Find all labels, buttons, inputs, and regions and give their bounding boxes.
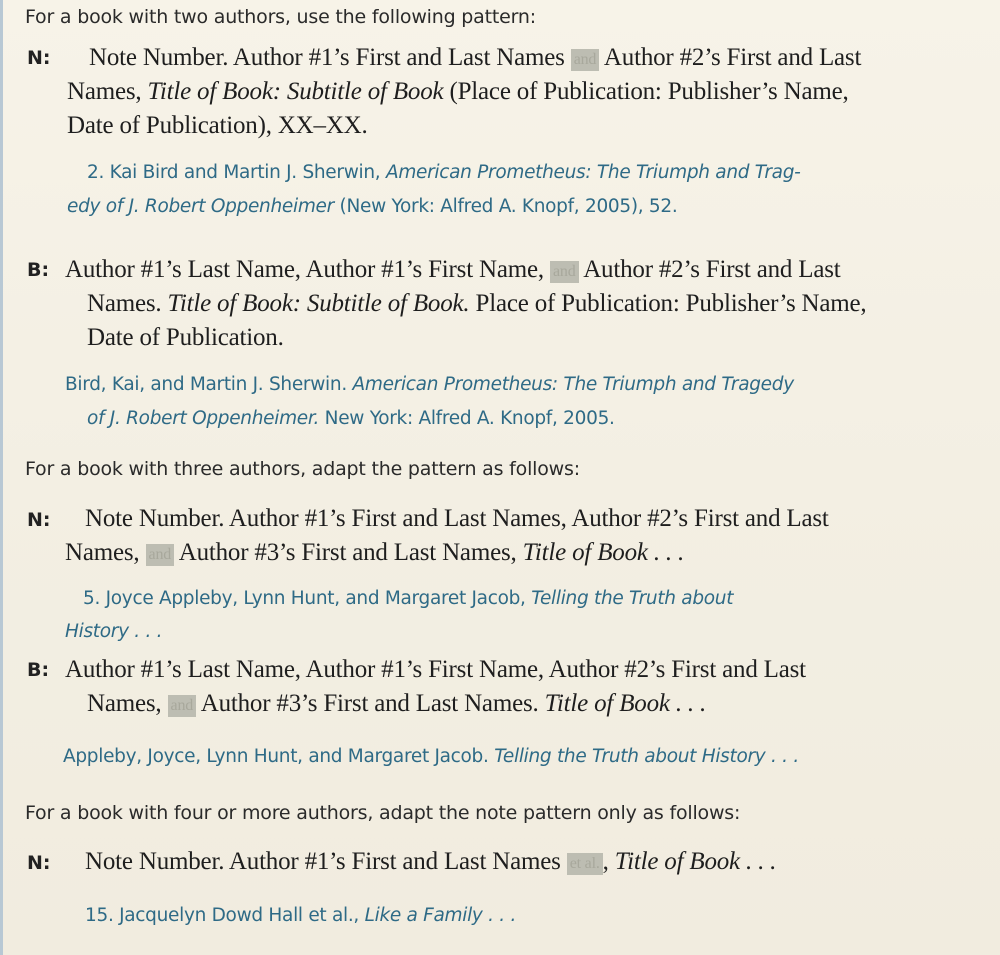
highlight-and: and [168, 695, 197, 717]
bib-example-line-2 [87, 408, 615, 429]
bib-pattern-text: Author #2’s First and Last [583, 256, 841, 283]
note-pattern-text: Author #3’s First and Last Names, [178, 539, 517, 566]
example-text: 2. Kai Bird and Martin J. Sherwin, [87, 162, 381, 183]
note-pattern-text: (Place of Publication: Publisher’s Name, [449, 78, 849, 105]
bib-pattern-line-3: Date of Publication. [87, 324, 284, 351]
note-pattern-line-2 [65, 539, 684, 567]
note-pattern-title: Title of Book: Subtitle of Book [147, 78, 444, 105]
note-tag: N: [27, 852, 51, 874]
highlight-and: and [550, 261, 579, 283]
bib-pattern-title: Title of Book: Subtitle of Book. [167, 290, 470, 317]
bibliography-tag: B: [27, 659, 50, 681]
bib-pattern-line-2 [87, 290, 866, 318]
note-pattern-line-1 [85, 848, 776, 876]
section-intro-four-authors: For a book with four or more authors, adapt the note pattern only as follows: [25, 802, 741, 824]
bib-pattern-line-1 [65, 256, 841, 284]
example-title: of J. Robert Oppenheimer. [87, 408, 320, 429]
example-text: 15. Jacquelyn Dowd Hall et al., [85, 905, 359, 926]
note-pattern-text: Note Number. Author #1’s First and Last Names [89, 44, 565, 71]
note-example-line-2 [67, 196, 677, 217]
example-text: (New York: Alfred A. Knopf, 2005), 52. [339, 196, 678, 217]
note-pattern-text: , [602, 848, 609, 875]
note-pattern-text: Author #2’s First and Last [603, 44, 862, 71]
section-intro-three-authors: For a book with three authors, adapt the pattern as follows: [25, 458, 580, 480]
note-pattern-title: Title of Book . . . [614, 848, 777, 875]
highlight-et-al: et al. [567, 853, 603, 875]
example-title: Telling the Truth about [531, 588, 734, 609]
example-text: Bird, Kai, and Martin J. Sherwin. [65, 374, 347, 395]
example-title: edy of J. Robert Oppenheimer [67, 196, 334, 217]
example-title: Like a Family . . . [364, 905, 517, 926]
bib-pattern-text: Place of Publication: Publisher’s Name, [475, 290, 867, 317]
note-pattern-text: Note Number. Author #1’s First and Last Names [85, 848, 561, 875]
bib-pattern-line-2 [87, 690, 706, 718]
bib-pattern-text: Author #1’s Last Name, Author #1’s First Name, [65, 256, 544, 283]
bib-pattern-title: Title of Book . . . [544, 690, 707, 717]
example-title: History . . . [65, 621, 163, 642]
note-pattern-text: Names, [67, 78, 142, 105]
example-title: American Prometheus: The Triumph and Tragedy [352, 374, 794, 395]
note-example-line-2 [65, 621, 162, 642]
note-pattern-line-2 [67, 78, 849, 106]
example-text: New York: Alfred A. Knopf, 2005. [324, 408, 615, 429]
section-intro-two-authors: For a book with two authors, use the following pattern: [25, 6, 536, 28]
note-pattern-line-1: Note Number. Author #1’s First and Last Names, Author #2’s First and Last [85, 505, 829, 532]
highlight-and: and [146, 544, 175, 566]
note-example-line-1 [85, 905, 516, 926]
example-text: 5. Joyce Appleby, Lynn Hunt, and Margaret Jacob, [83, 588, 526, 609]
note-example-line-1 [87, 162, 801, 183]
note-pattern-line-1 [89, 44, 861, 72]
note-pattern-title: Title of Book . . . [522, 539, 685, 566]
example-text: Appleby, Joyce, Lynn Hunt, and Margaret Jacob. [63, 746, 489, 767]
note-tag: N: [27, 47, 51, 69]
bib-example-line-1 [65, 374, 794, 395]
bib-pattern-text: Author #3’s First and Last Names. [200, 690, 539, 717]
note-pattern-line-3: Date of Publication), XX–XX. [67, 112, 368, 139]
bib-example-line-1 [63, 746, 799, 767]
example-title: American Prometheus: The Triumph and Trag- [385, 162, 801, 183]
bib-pattern-line-1: Author #1’s Last Name, Author #1’s First Name, Author #2’s First and Last [65, 656, 806, 683]
example-title: Telling the Truth about History . . . [494, 746, 799, 767]
highlight-and: and [571, 49, 600, 71]
note-example-line-1 [83, 588, 733, 609]
bib-pattern-text: Names, [87, 690, 162, 717]
note-pattern-text: Names, [65, 539, 140, 566]
bibliography-tag: B: [27, 259, 50, 281]
bib-pattern-text: Names. [87, 290, 162, 317]
note-tag: N: [27, 509, 51, 531]
